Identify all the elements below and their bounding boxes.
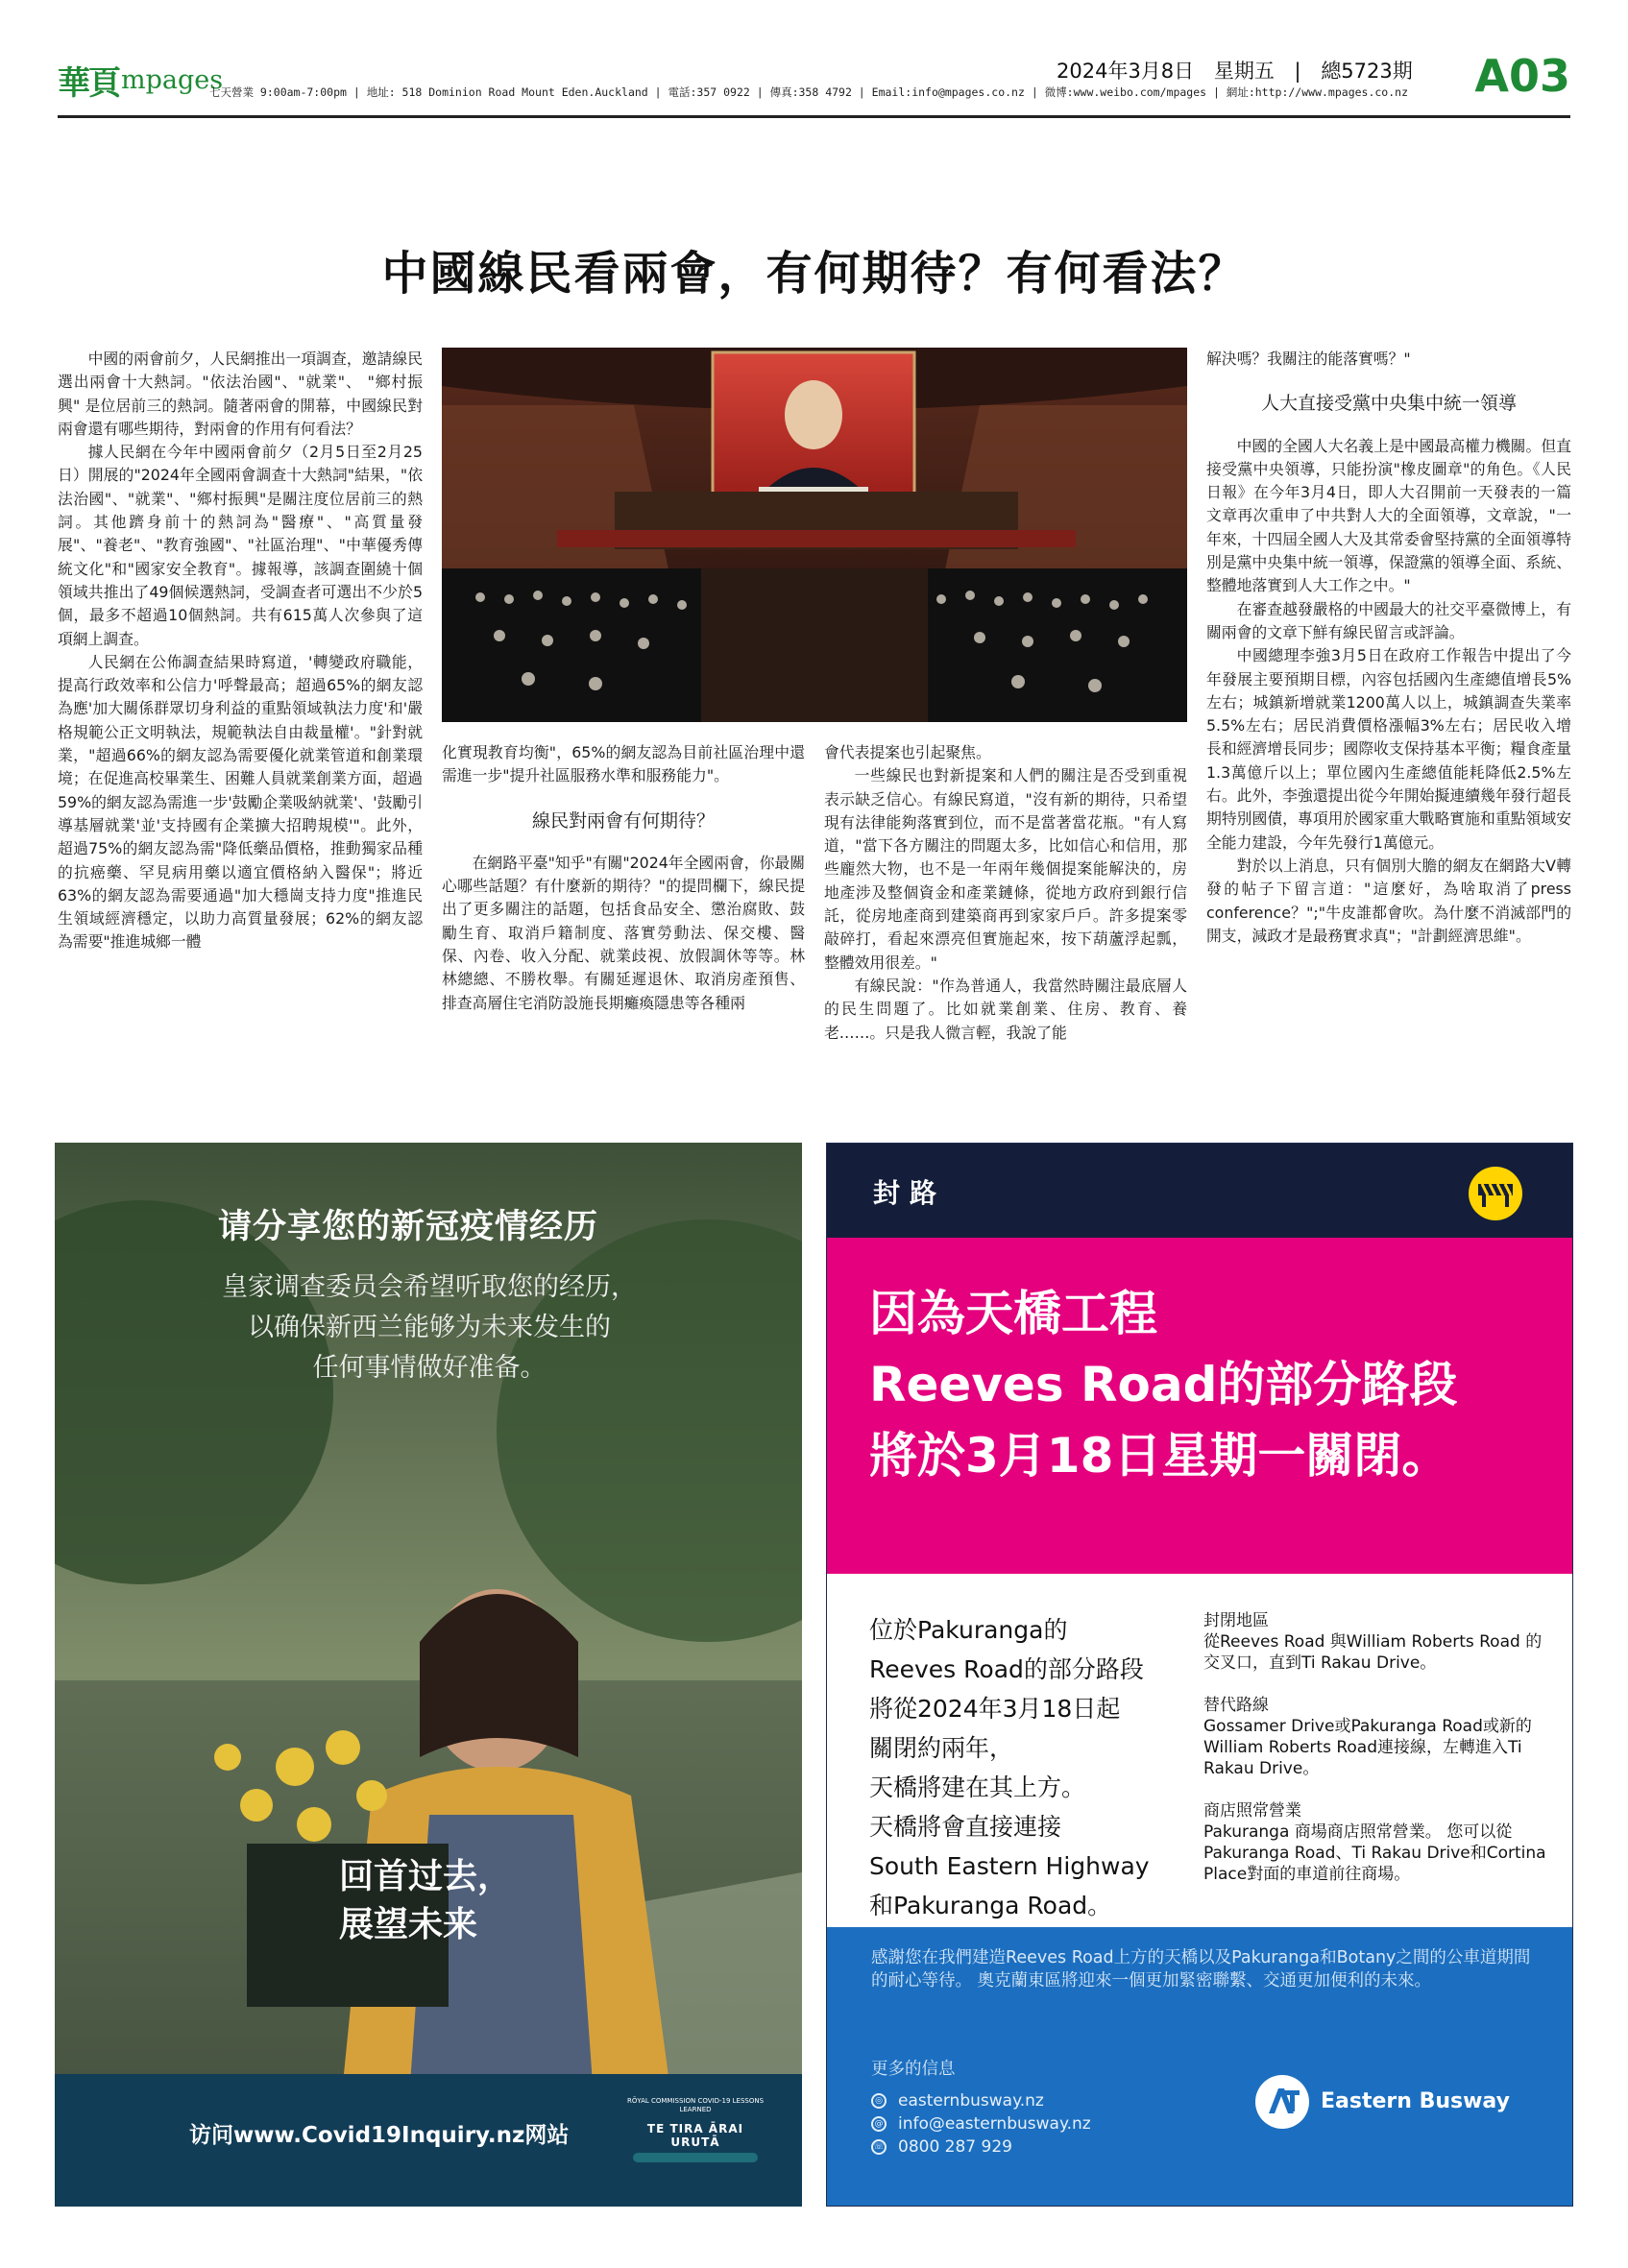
paragraph: 會代表提案也引起聚焦。 — [824, 743, 991, 761]
block-text: 從Reeves Road 與William Roberts Road 的交叉口，直到Ti Rakau Drive。 — [1203, 1632, 1543, 1673]
body-line: 任何事情做好准备。 — [312, 1353, 547, 1383]
closure-details — [1203, 1610, 1549, 1906]
block-text: Pakuranga 商場商店照常營業。 您可以從Pakuranga Road、Ti Rakau Drive和Cortina Place對面的車道前往商場。 — [1203, 1822, 1546, 1884]
shops-open-block — [1203, 1800, 1549, 1885]
eastern-busway-brand: Eastern Busway — [1321, 2089, 1510, 2113]
inquiry-website-link[interactable]: 访问www.Covid19Inquiry.nz网站 — [189, 2123, 570, 2148]
paragraph: 化實現教育均衡"，65%的網友認為目前社區治理中還需進一步"提升社區服務水準和服務能力"。 — [442, 743, 805, 785]
closure-summary — [869, 1610, 1177, 1925]
paragraph: 據人民網在今年中國兩會前夕（2月5日至2月25日）開展的"2024年全國兩會調查十大熱詞"結果，"依法治國"、"就業"、"鄉村振興"是關注度位居前三的熱詞。其他躋身前十的熱詞為"醫療"、"高質量發展"、"養老"、"教育強國"、"社區治理"、"中華優秀傳統文化"和"國家安全教育"。據報導，該調查圍繞十個領域共推出了49個候選熱詞，受調查者可選出不少於5個，最多不超過10個熱詞。共有615萬人次參與了這項網上調查。 — [58, 443, 423, 648]
page-number: A03 — [1474, 50, 1570, 102]
article-column-1 — [58, 348, 423, 954]
thanks-message: 感謝您在我們建造Reeves Road上方的天橋以及Pakuranga和Botany之間的公車道期間的耐心等待。 奧克蘭東區將迎來一個更加緊密聯繫、交通更加便利的未來。 — [871, 1948, 1531, 1991]
article-column-2 — [442, 741, 805, 1015]
road-closed-label: 封路 — [873, 1177, 947, 1209]
body-line: 皇家调查委员会希望听取您的经历， — [222, 1272, 637, 1302]
paragraph: 解決嗎？我關注的能落實嗎？" — [1206, 350, 1411, 368]
block-heading: 替代路線 — [1203, 1696, 1269, 1715]
contact-text: easternbusway.nz — [898, 2091, 1044, 2111]
slogan-line: 回首过去， — [339, 1857, 513, 1896]
summary-line: 關閉約兩年， — [869, 1734, 1014, 1762]
mpages-logo[interactable] — [58, 56, 223, 104]
article-headline: 中國線民看兩會，有何期待？有何看法？ — [381, 247, 1247, 301]
paragraph: 中國總理李強3月5日在政府工作報告中提出了今年發展主要預期目標，內容包括國內生產總值增長5%左右；城鎮新增就業1200萬人以上，城鎮調查失業率5.5%左右；居民消費價格漲幅3%左右；居民收入增長和經濟增長同步；國際收支保持基本平衡；糧食產量1.3萬億斤以上；單位國內生產總值能耗降低2.5%左右。此外，李強還提出從今年開始擬連續幾年發行超長期特別國債，專項用於國家重大戰略實施和重點領域安全能力建設，今年先發行1萬億元。 — [1206, 646, 1571, 852]
weekday: 星期五 — [1213, 60, 1275, 83]
royal-commission-logo — [623, 2093, 767, 2180]
subheading-npc-leadership: 人大直接受黨中央集中統一領導 — [1260, 393, 1517, 415]
closed-area-block — [1203, 1610, 1549, 1674]
road-closure-ad[interactable] — [826, 1143, 1573, 2207]
summary-line: Reeves Road的部分路段 — [869, 1655, 1144, 1683]
block-heading: 封閉地區 — [1203, 1611, 1269, 1630]
summary-line: South Eastern Highway — [869, 1852, 1150, 1880]
ad-headline — [869, 1278, 1457, 1491]
paragraph: 中國的兩會前夕，人民網推出一項調查，邀請線民選出兩會十大熱詞。"依法治國"、"就業"、 "鄉村振興" 是位居前三的熱詞。隨著兩會的開幕，中國線民對兩會還有哪些期待，對兩會的作用有何看法？ — [58, 350, 423, 438]
summary-line: 位於Pakuranga的 — [869, 1616, 1068, 1644]
summary-line: 天橋將會直接連接 — [869, 1813, 1062, 1841]
slogan-line: 展望未来 — [339, 1905, 478, 1944]
block-text: Gossamer Drive或Pakuranga Road或新的William Roberts Road連接線，左轉進入Ti Rakau Drive。 — [1203, 1717, 1532, 1778]
at-sign-icon: @ — [871, 2116, 887, 2132]
ad-body — [151, 1267, 708, 1388]
ad-slogan — [339, 1853, 512, 1949]
paragraph: 在審查越發嚴格的中國最大的社交平臺微博上，有關兩會的文章下鮮有線民留言或評論。 — [1206, 599, 1571, 641]
commission-small-text: RŌYAL COMMISSION COVID-19 LESSONS LEARNED — [626, 2097, 765, 2113]
paragraph: 人民網在公佈調查結果時寫道，'轉變政府職能，提高行政效率和公信力'呼聲最高；超過65%的網友認為應'加大關係群眾切身利益的重點領域執法力度'和'嚴格規範公正文明執法，規範執法自由裁量權'。"針對就業，"超過66%的網友認為需要優化就業管道和創業環境；在促進高校畢業生、困難人員就業創業方面，超過59%的網友認為需進一步'鼓勵企業吸納就業'、'鼓勵引導基層就業'並'支持國有企業擴大招聘規模'"。此外，超過75%的網友認為需"降低藥品價格，推動獨家品種的抗癌藥、罕見病用藥以適宜價格納入醫保"；將近63%的網友認為需要通過"加大穩崗支持力度"推進民生領域經濟穩定，以助力高質量發展；62%的網友認為需要"推進城鄉一體 — [58, 652, 423, 952]
contact-text: 0800 287 929 — [898, 2137, 1012, 2157]
paragraph: 中國的全國人大名義上是中國最高權力機關。但直接受黨中央領導，只能扮演"橡皮圖章"的角色。《人民日報》在今年3月4日，即人大召開前一天發表的一篇文章再次重申了中共對人大的全面領導，文章說，"一年來，十四屆全國人大及其常委會堅持黨的全面領導特別是黨中央集中統一領導，保證黨的領導全面、系統、整體地落實到人大工作之中。" — [1206, 436, 1571, 595]
summary-line: 將從2024年3月18日起 — [869, 1695, 1121, 1723]
email-link[interactable] — [871, 2112, 1091, 2135]
issue-date — [1057, 56, 1426, 84]
more-info-heading: 更多的信息 — [871, 2060, 956, 2079]
photo-illustration — [442, 348, 1187, 722]
contact-list — [871, 2089, 1091, 2159]
ad-title: 请分享您的新冠疫情经历 — [218, 1208, 599, 1246]
headline-line: 將於3月18日星期一關閉。 — [869, 1428, 1450, 1484]
contact-info-line: 七天營業 9:00am-7:00pm | 地址: 518 Dominion Road Mount Eden.Auckland | 電話:357 0922 | 傳真:358 4792 | Email:info@mpages.co.nz | 微博:www.weibo.com/mpages | 網址:http://www.mpages.co.nz — [209, 85, 1409, 99]
body-line: 以确保新西兰能够为未来发生的 — [248, 1313, 611, 1342]
paragraph: 對於以上消息，只有個別大膽的網友在網路大V轉發的帖子下留言道："這麼好，為啥取消了press conference？";"牛皮誰都會吹。為什麼不消滅部門的開支，減政才是最務實求真"；"計劃經濟思維"。 — [1206, 856, 1571, 945]
masthead — [58, 50, 1570, 117]
phone-link[interactable] — [871, 2135, 1091, 2159]
separator: | — [1294, 60, 1301, 83]
logo-text: mpages — [121, 64, 224, 95]
article-column-3 — [824, 741, 1187, 1045]
commission-name: TE TIRA ĀRAI URUTĀ — [646, 2122, 744, 2149]
summary-line: 天橋將建在其上方。 — [869, 1773, 1086, 1801]
summary-line: 和Pakuranga Road。 — [869, 1892, 1112, 1919]
logo-mark: 華頁 — [58, 63, 119, 103]
contact-text: info@easternbusway.nz — [898, 2114, 1091, 2134]
website-link[interactable] — [871, 2089, 1091, 2112]
headline-line: Reeves Road的部分路段 — [869, 1357, 1458, 1412]
article-column-4 — [1206, 348, 1571, 948]
globe-icon: ◎ — [871, 2093, 887, 2109]
block-heading: 商店照常營業 — [1203, 1801, 1301, 1821]
paragraph: 有線民說："作為普通人，我當然時關注最底層人的民生問題了。比如就業創業、住房、教育、養老……。只是我人微言輕，我說了能 — [824, 976, 1187, 1042]
commission-pattern — [633, 2153, 758, 2162]
header-divider — [58, 115, 1570, 118]
auckland-transport-logo — [1255, 2075, 1309, 2129]
npc-hall-photo — [442, 348, 1187, 722]
headline-line: 因為天橋工程 — [869, 1286, 1157, 1341]
subheading-expectations: 線民對兩會有何期待？ — [531, 809, 715, 832]
issue-number: 總5723期 — [1321, 60, 1413, 83]
covid-inquiry-ad[interactable] — [55, 1143, 802, 2207]
phone-icon: ☏ — [871, 2139, 887, 2155]
road-barrier-icon — [1469, 1167, 1522, 1220]
paragraph: 一些線民也對新提案和人們的關注是否受到重視表示缺乏信心。有線民寫道，"沒有新的期待，只希望現有法律能夠落實到位，而不是當著當花瓶。"有人寫道，"當下各方關注的問題太多，比如信心和信用，那些龐然大物，也不是一年兩年幾個提案能解決的，房地產涉及整個資金和產業鏈條，從地方政府到銀行信託，從房地產商到建築商再到家家戶戶。許多提案零敲碎打，看起來漂亮但實施起來，按下葫蘆浮起瓢，整體效用很差。" — [824, 766, 1187, 972]
paragraph: 在網路平臺"知乎"有關"2024年全國兩會，你最關心哪些話題？有什麼新的期待？"的提問欄下，線民提出了更多關注的話題，包括食品安全、懲治腐敗、鼓勵生育、取消戶籍制度、落實勞動法、保交樓、醫保、內卷、收入分配、就業歧視、放假調休等等。林林總總、不勝枚舉。有關延遲退休、取消房產預售、排查高層住宅消防設施長期癱瘓隱患等各種兩 — [442, 853, 805, 1012]
detour-block — [1203, 1695, 1549, 1779]
date: 2024年3月8日 — [1057, 60, 1195, 83]
